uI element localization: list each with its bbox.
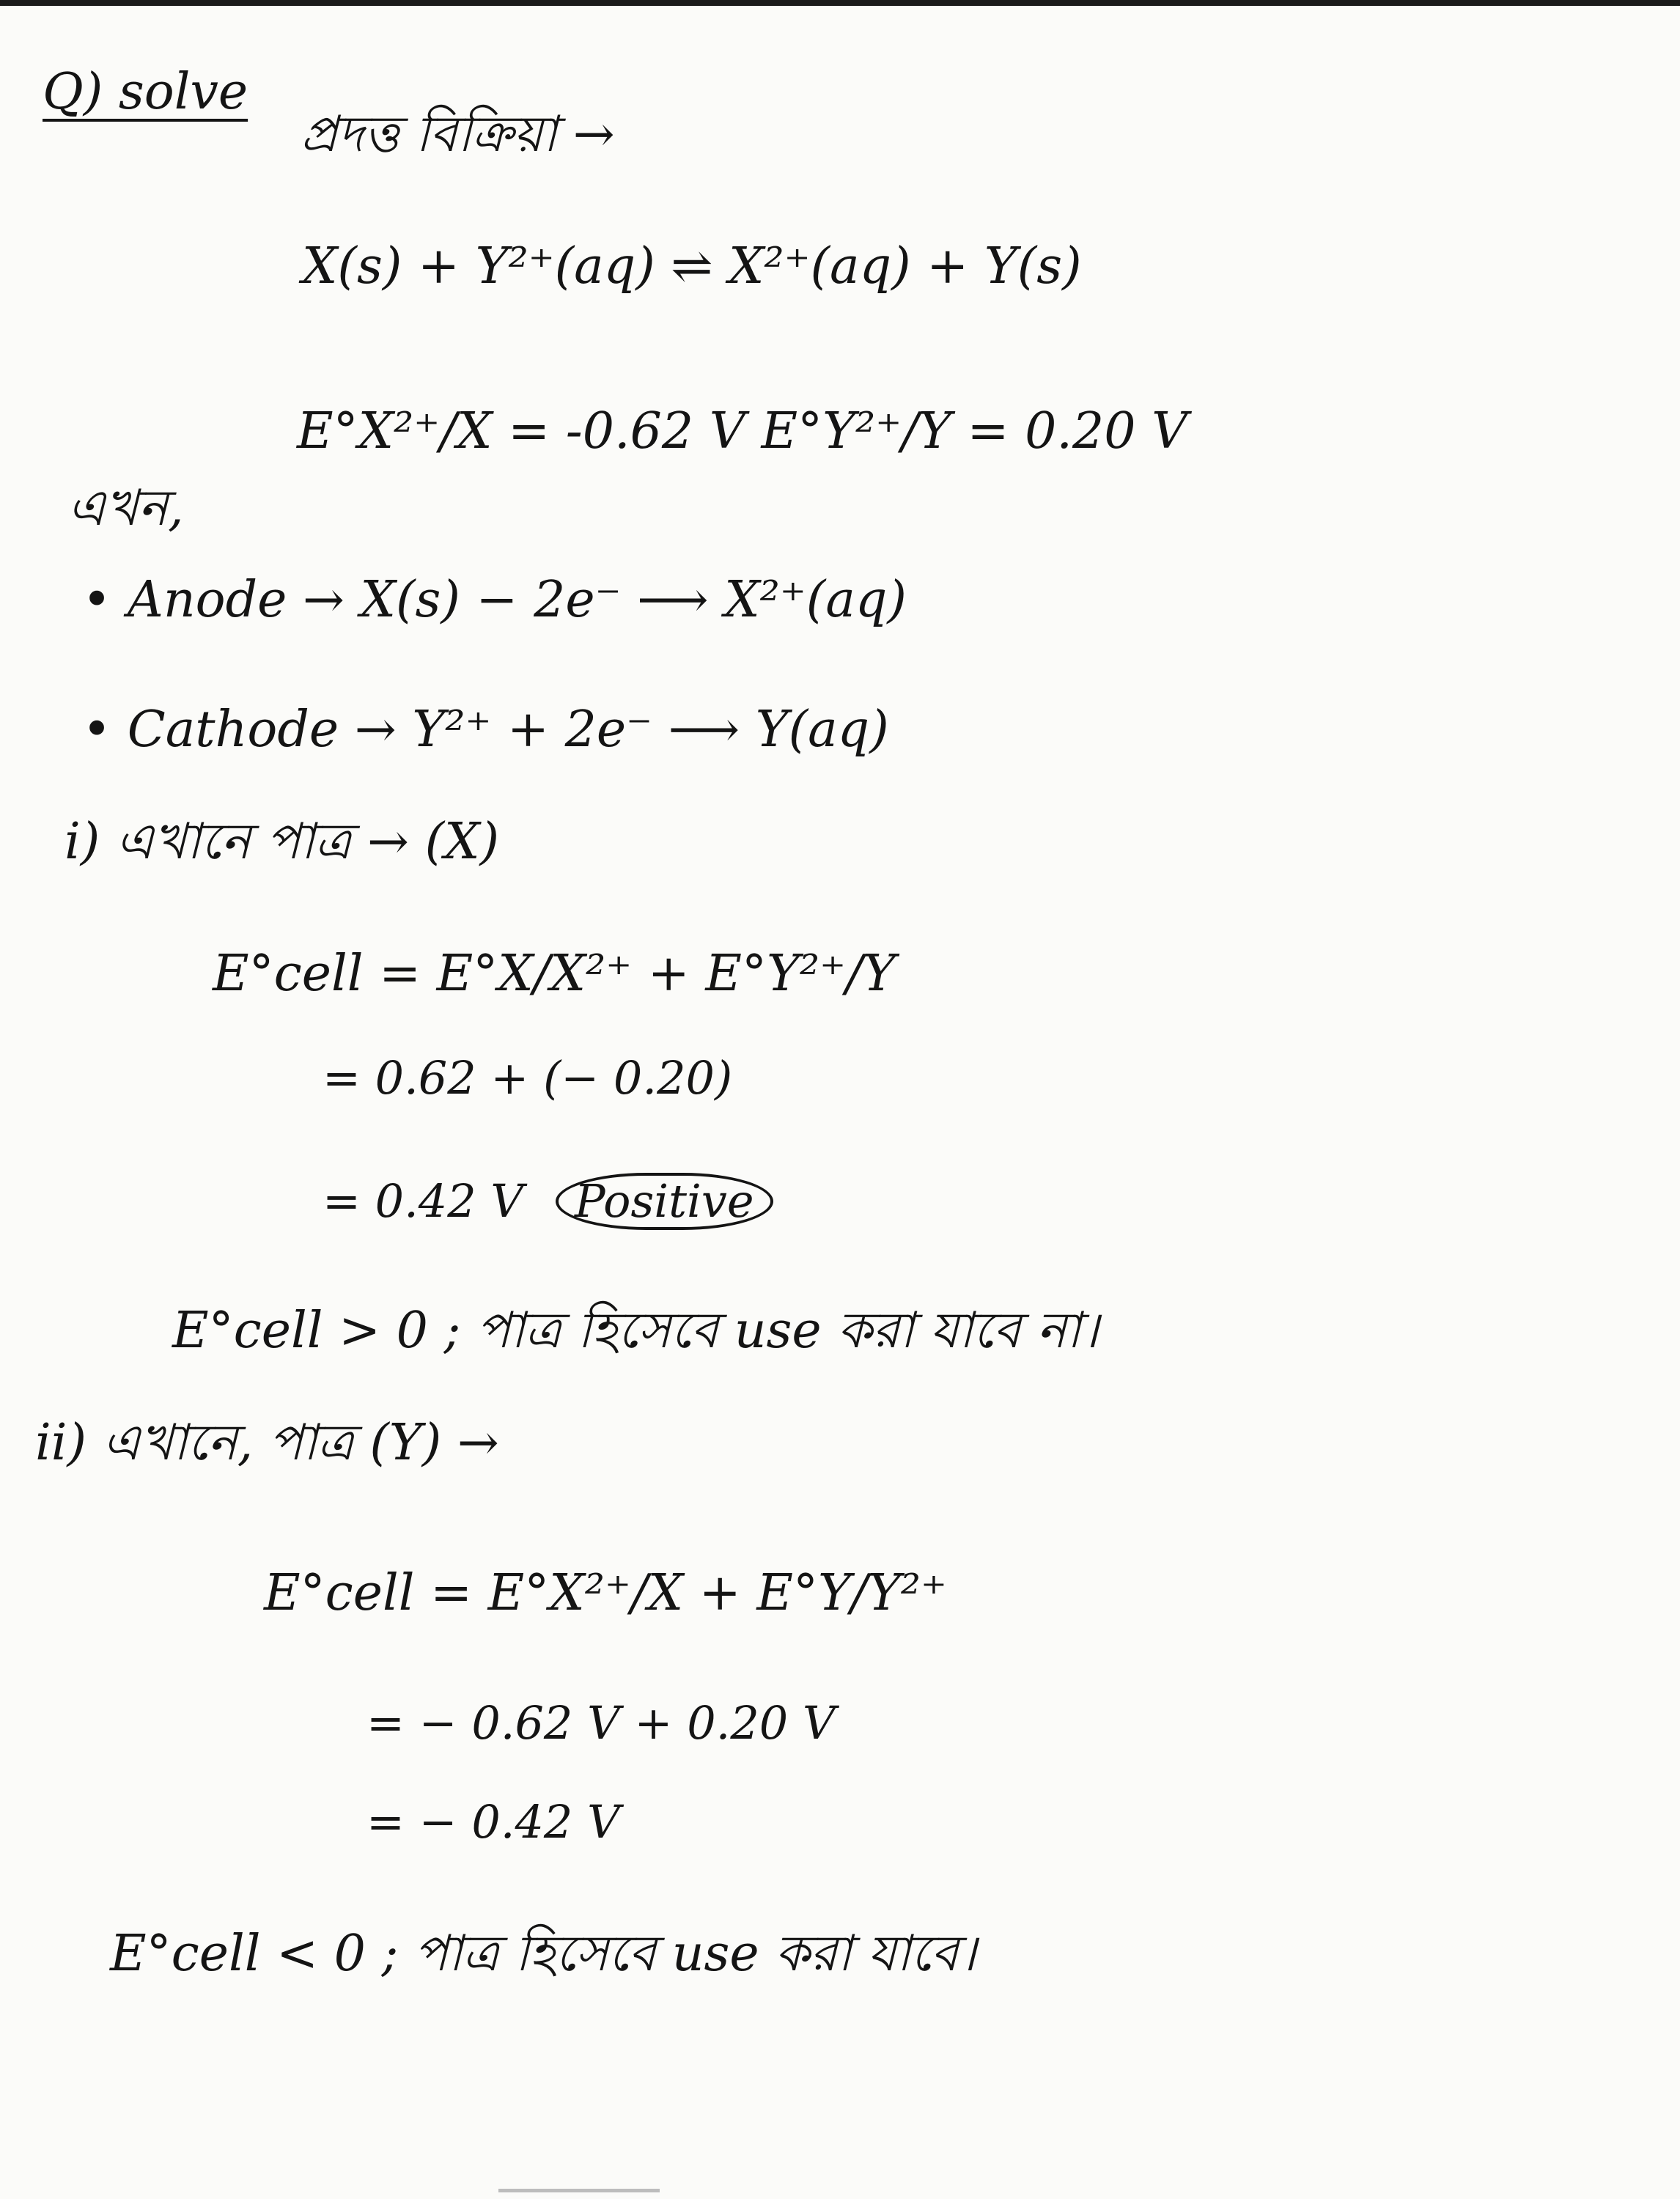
part2-substitution: = − 0.62 V + 0.20 V [366, 1696, 836, 1750]
question-label-text: Q) solve [43, 63, 248, 121]
part1-result-value: = 0.42 V [323, 1174, 524, 1228]
part1-conclusion: E°cell > 0 ; পাত্র হিসেবে use করা যাবে না। [172, 1302, 1099, 1360]
part1-ecell-formula: E°cell = E°X/X²⁺ + E°Y²⁺/Y [213, 945, 896, 1003]
part1-heading: i) এখানে পাত্র → (X) [65, 813, 500, 871]
anode-equation: • Anode → X(s) − 2e⁻ ⟶ X²⁺(aq) [82, 571, 907, 629]
part2-heading: ii) এখানে, পাত্র (Y) → [35, 1414, 499, 1472]
reaction-equation: X(s) + Y²⁺(aq) ⇌ X²⁺(aq) + Y(s) [302, 237, 1082, 295]
cathode-equation: • Cathode → Y²⁺ + 2e⁻ ⟶ Y(aq) [82, 701, 889, 759]
part2-result: = − 0.42 V [366, 1795, 620, 1849]
part2-ecell-formula: E°cell = E°X²⁺/X + E°Y/Y²⁺ [264, 1564, 947, 1622]
part1-substitution: = 0.62 + (− 0.20) [323, 1051, 733, 1105]
electrode-potentials: E°X²⁺/X = -0.62 V E°Y²⁺/Y = 0.20 V [297, 402, 1188, 460]
positive-annotation: Positive [556, 1173, 773, 1230]
part2-conclusion: E°cell < 0 ; পাত্র হিসেবে use করা যাবে। [110, 1925, 976, 1983]
page-top-edge [0, 0, 1680, 6]
page-bottom-mark [498, 2189, 660, 2192]
given-reaction-label: প্রদত্ত বিক্রিয়া → [301, 106, 615, 163]
part1-result [323, 1173, 773, 1230]
ekhon-label: এখন, [67, 479, 184, 537]
question-label [43, 63, 248, 121]
